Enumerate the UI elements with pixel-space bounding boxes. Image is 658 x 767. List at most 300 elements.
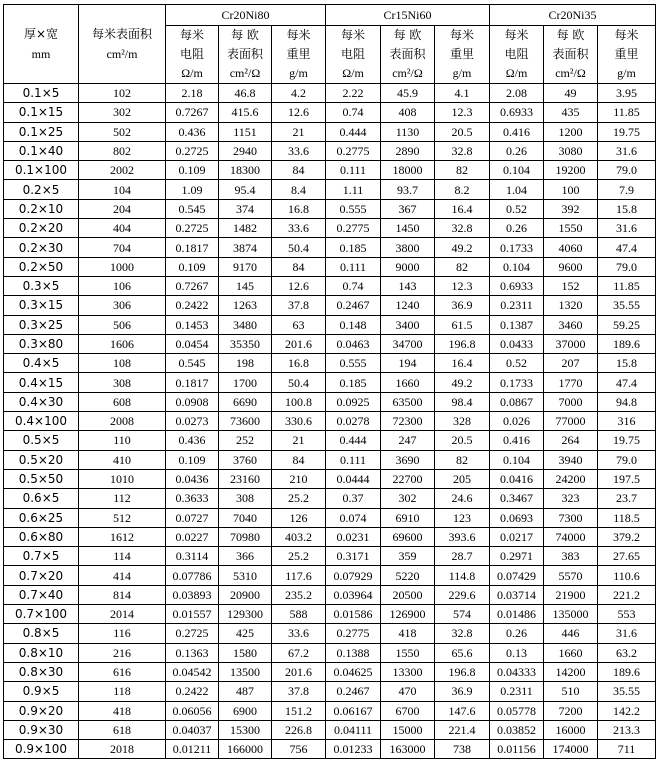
cell-cr15ni60-resistance: 0.0231	[326, 527, 381, 546]
cell-cr20ni80-surface: 1700	[219, 373, 272, 392]
cell-cr15ni60-surface: 69600	[381, 527, 435, 546]
cell-cr15ni60-resistance: 0.0925	[326, 392, 381, 411]
cell-area: 506	[79, 315, 166, 334]
cell-cr20ni35-resistance: 0.416	[490, 431, 544, 450]
cell-cr20ni80-resistance: 0.436	[166, 122, 219, 141]
cell-cr15ni60-surface: 194	[381, 354, 435, 373]
table-row	[4, 643, 656, 662]
cell-cr20ni80-resistance: 0.545	[166, 199, 219, 218]
cell-cr20ni35-surface: 1320	[544, 296, 598, 315]
cell-cr20ni80-weight: 25.2	[272, 489, 326, 508]
subheader-surface	[219, 26, 272, 84]
subheader-label: 电阻	[504, 47, 529, 61]
cell-size: 0.3×80	[4, 334, 79, 353]
cell-cr20ni80-weight: 16.8	[272, 199, 326, 218]
group-header-cr20ni35: Cr20Ni35	[490, 5, 656, 26]
cell-size: 0.2×20	[4, 219, 79, 238]
cell-cr15ni60-weight: 16.4	[435, 354, 490, 373]
cell-cr20ni35-resistance: 0.6933	[490, 103, 544, 122]
cell-cr20ni35-surface: 446	[544, 624, 598, 643]
cell-size: 0.6×25	[4, 508, 79, 527]
subheader-label: 每米	[504, 28, 529, 42]
cell-size: 0.1×100	[4, 161, 79, 180]
cell-cr15ni60-resistance: 0.2775	[326, 624, 381, 643]
cell-size: 0.3×5	[4, 276, 79, 295]
cell-cr15ni60-surface: 163000	[381, 740, 435, 759]
cell-cr20ni35-weight: 79.0	[598, 257, 656, 276]
cell-cr20ni80-weight: 151.2	[272, 701, 326, 720]
cell-cr20ni80-weight: 201.6	[272, 662, 326, 681]
cell-cr15ni60-resistance: 0.148	[326, 315, 381, 334]
cell-cr15ni60-weight: 123	[435, 508, 490, 527]
cell-cr20ni35-surface: 1200	[544, 122, 598, 141]
cell-size: 0.4×5	[4, 354, 79, 373]
cell-cr20ni80-surface: 73600	[219, 412, 272, 431]
cell-cr20ni35-weight: 27.65	[598, 547, 656, 566]
table-row	[4, 412, 656, 431]
cell-cr15ni60-weight: 147.6	[435, 701, 490, 720]
cell-cr15ni60-resistance: 0.111	[326, 257, 381, 276]
cell-cr20ni80-resistance: 0.03893	[166, 585, 219, 604]
cell-size: 0.9×5	[4, 682, 79, 701]
cell-cr20ni80-surface: 20900	[219, 585, 272, 604]
cell-cr20ni35-surface: 37000	[544, 334, 598, 353]
cell-cr15ni60-surface: 3800	[381, 238, 435, 257]
cell-cr20ni80-weight: 12.6	[272, 276, 326, 295]
cell-cr20ni80-resistance: 1.09	[166, 180, 219, 199]
cell-cr20ni35-resistance: 0.26	[490, 141, 544, 160]
cell-size: 0.9×100	[4, 740, 79, 759]
cell-cr20ni80-resistance: 0.436	[166, 431, 219, 450]
cell-area: 404	[79, 219, 166, 238]
cell-cr20ni80-surface: 13500	[219, 662, 272, 681]
cell-cr20ni80-weight: 588	[272, 605, 326, 624]
table-row	[4, 605, 656, 624]
cell-cr20ni35-weight: 221.2	[598, 585, 656, 604]
cell-cr20ni35-surface: 207	[544, 354, 598, 373]
cell-size: 0.3×15	[4, 296, 79, 315]
cell-cr15ni60-weight: 28.7	[435, 547, 490, 566]
cell-cr20ni80-resistance: 0.2422	[166, 296, 219, 315]
cell-cr15ni60-weight: 36.9	[435, 296, 490, 315]
cell-cr20ni35-resistance: 0.0416	[490, 469, 544, 488]
cell-cr20ni80-surface: 198	[219, 354, 272, 373]
cell-cr20ni80-resistance: 0.04037	[166, 720, 219, 739]
cell-cr20ni80-surface: 3874	[219, 238, 272, 257]
cell-cr15ni60-weight: 82	[435, 257, 490, 276]
cell-area: 2002	[79, 161, 166, 180]
cell-cr20ni35-resistance: 0.52	[490, 199, 544, 218]
cell-cr15ni60-weight: 49.2	[435, 373, 490, 392]
cell-cr20ni35-surface: 1660	[544, 643, 598, 662]
cell-cr20ni35-resistance: 0.6933	[490, 276, 544, 295]
cell-cr20ni80-surface: 252	[219, 431, 272, 450]
cell-cr20ni35-resistance: 0.0217	[490, 527, 544, 546]
cell-cr20ni35-resistance: 0.2971	[490, 547, 544, 566]
cell-cr20ni80-weight: 16.8	[272, 354, 326, 373]
cell-cr20ni80-weight: 4.2	[272, 84, 326, 103]
cell-area: 112	[79, 489, 166, 508]
cell-cr20ni80-weight: 126	[272, 508, 326, 527]
cell-cr15ni60-resistance: 0.03964	[326, 585, 381, 604]
cell-size: 0.4×30	[4, 392, 79, 411]
cell-cr20ni80-resistance: 0.1363	[166, 643, 219, 662]
cell-cr15ni60-resistance: 0.1388	[326, 643, 381, 662]
cell-cr20ni80-weight: 226.8	[272, 720, 326, 739]
cell-area: 1000	[79, 257, 166, 276]
cell-cr15ni60-surface: 5220	[381, 566, 435, 585]
cell-area: 114	[79, 547, 166, 566]
cell-cr20ni80-resistance: 0.0436	[166, 469, 219, 488]
cell-cr20ni35-surface: 5570	[544, 566, 598, 585]
cell-cr20ni35-weight: 7.9	[598, 180, 656, 199]
cell-cr15ni60-resistance: 0.185	[326, 373, 381, 392]
cell-cr20ni35-surface: 4060	[544, 238, 598, 257]
cell-cr20ni35-weight: 379.2	[598, 527, 656, 546]
cell-cr20ni35-resistance: 0.3467	[490, 489, 544, 508]
cell-cr20ni80-resistance: 0.3114	[166, 547, 219, 566]
cell-size: 0.4×100	[4, 412, 79, 431]
subheader-label: 电阻	[179, 47, 204, 61]
cell-cr20ni35-surface: 3460	[544, 315, 598, 334]
cell-size: 0.1×25	[4, 122, 79, 141]
cell-cr20ni80-resistance: 0.2725	[166, 624, 219, 643]
cell-area: 116	[79, 624, 166, 643]
cell-cr15ni60-surface: 1550	[381, 643, 435, 662]
cell-cr20ni80-surface: 425	[219, 624, 272, 643]
cell-cr15ni60-resistance: 0.2467	[326, 682, 381, 701]
cell-cr15ni60-resistance: 0.07929	[326, 566, 381, 585]
cell-size: 0.5×5	[4, 431, 79, 450]
header-size	[4, 5, 79, 84]
table-row	[4, 624, 656, 643]
cell-cr20ni35-weight: 23.7	[598, 489, 656, 508]
cell-cr15ni60-surface: 13300	[381, 662, 435, 681]
cell-cr20ni80-surface: 1580	[219, 643, 272, 662]
group-header-cr20ni80: Cr20Ni80	[166, 5, 326, 26]
cell-area: 418	[79, 701, 166, 720]
cell-cr20ni80-weight: 330.6	[272, 412, 326, 431]
cell-cr15ni60-resistance: 0.111	[326, 450, 381, 469]
cell-cr20ni35-surface: 24200	[544, 469, 598, 488]
cell-cr20ni80-weight: 37.8	[272, 682, 326, 701]
cell-cr20ni80-surface: 415.6	[219, 103, 272, 122]
cell-cr15ni60-resistance: 0.0278	[326, 412, 381, 431]
cell-cr20ni80-surface: 18300	[219, 161, 272, 180]
resistance-wire-spec-table	[3, 4, 656, 759]
cell-cr15ni60-weight: 82	[435, 450, 490, 469]
cell-size: 0.4×15	[4, 373, 79, 392]
cell-cr15ni60-surface: 20500	[381, 585, 435, 604]
cell-cr20ni35-weight: 15.8	[598, 354, 656, 373]
table-row	[4, 257, 656, 276]
subheader-unit: cm²/Ω	[229, 66, 261, 80]
table-row	[4, 740, 656, 759]
table-header	[4, 5, 656, 84]
cell-cr20ni80-weight: 117.6	[272, 566, 326, 585]
cell-cr20ni80-resistance: 0.0454	[166, 334, 219, 353]
cell-size: 0.1×5	[4, 84, 79, 103]
table-row	[4, 527, 656, 546]
cell-cr20ni80-surface: 308	[219, 489, 272, 508]
cell-cr20ni35-resistance: 0.13	[490, 643, 544, 662]
subheader-resistance	[490, 26, 544, 84]
cell-cr20ni35-weight: 94.8	[598, 392, 656, 411]
cell-size: 0.8×10	[4, 643, 79, 662]
subheader-label: 每米	[340, 28, 365, 42]
cell-cr15ni60-weight: 32.8	[435, 141, 490, 160]
subheader-label: 每米	[449, 28, 474, 42]
table-row	[4, 682, 656, 701]
cell-area: 502	[79, 122, 166, 141]
table-row	[4, 469, 656, 488]
table-row	[4, 566, 656, 585]
header-size-unit: mm	[31, 47, 51, 61]
cell-cr20ni80-resistance: 0.109	[166, 450, 219, 469]
cell-cr20ni80-surface: 6900	[219, 701, 272, 720]
cell-cr20ni80-resistance: 2.18	[166, 84, 219, 103]
cell-cr20ni35-resistance: 0.07429	[490, 566, 544, 585]
cell-cr15ni60-surface: 9000	[381, 257, 435, 276]
cell-cr20ni80-weight: 50.4	[272, 373, 326, 392]
cell-cr15ni60-surface: 6910	[381, 508, 435, 527]
cell-cr15ni60-weight: 82	[435, 161, 490, 180]
cell-cr20ni80-weight: 84	[272, 257, 326, 276]
cell-cr20ni35-resistance: 0.0693	[490, 508, 544, 527]
cell-cr15ni60-resistance: 0.37	[326, 489, 381, 508]
cell-cr15ni60-weight: 32.8	[435, 624, 490, 643]
cell-cr20ni80-surface: 1482	[219, 219, 272, 238]
cell-cr15ni60-surface: 1240	[381, 296, 435, 315]
cell-cr20ni35-resistance: 0.416	[490, 122, 544, 141]
subheader-weight	[435, 26, 490, 84]
header-area	[79, 5, 166, 84]
cell-cr15ni60-resistance: 0.04111	[326, 720, 381, 739]
cell-cr15ni60-resistance: 0.01586	[326, 605, 381, 624]
cell-cr20ni35-resistance: 0.104	[490, 257, 544, 276]
cell-area: 2008	[79, 412, 166, 431]
table-row	[4, 354, 656, 373]
cell-cr20ni80-surface: 5310	[219, 566, 272, 585]
subheader-label: 重里	[614, 47, 639, 61]
cell-cr20ni35-resistance: 0.01156	[490, 740, 544, 759]
cell-cr20ni80-surface: 3760	[219, 450, 272, 469]
table-row	[4, 662, 656, 681]
subheader-label: 表面积	[226, 47, 263, 61]
cell-cr20ni35-weight: 110.6	[598, 566, 656, 585]
subheader-resistance	[326, 26, 381, 84]
cell-cr20ni80-surface: 487	[219, 682, 272, 701]
cell-size: 0.6×80	[4, 527, 79, 546]
cell-cr20ni35-weight: 11.85	[598, 276, 656, 295]
group-header-cr15ni60: Cr15Ni60	[326, 5, 490, 26]
cell-cr20ni80-surface: 129300	[219, 605, 272, 624]
table-row	[4, 141, 656, 160]
cell-cr20ni35-resistance: 1.04	[490, 180, 544, 199]
cell-cr15ni60-resistance: 0.06167	[326, 701, 381, 720]
cell-cr20ni35-surface: 174000	[544, 740, 598, 759]
cell-cr20ni35-surface: 3080	[544, 141, 598, 160]
cell-cr20ni35-weight: 47.4	[598, 373, 656, 392]
cell-area: 308	[79, 373, 166, 392]
cell-cr20ni80-weight: 201.6	[272, 334, 326, 353]
subheader-weight	[272, 26, 326, 84]
cell-cr15ni60-surface: 2890	[381, 141, 435, 160]
cell-cr15ni60-weight: 61.5	[435, 315, 490, 334]
subheader-label: 电阻	[340, 47, 365, 61]
cell-cr15ni60-weight: 393.6	[435, 527, 490, 546]
cell-cr20ni80-surface: 2940	[219, 141, 272, 160]
cell-size: 0.9×30	[4, 720, 79, 739]
cell-cr15ni60-resistance: 1.11	[326, 180, 381, 199]
cell-cr20ni80-surface: 6690	[219, 392, 272, 411]
subheader-label: 每米	[614, 28, 639, 42]
cell-cr20ni80-resistance: 0.01557	[166, 605, 219, 624]
cell-cr20ni80-surface: 46.8	[219, 84, 272, 103]
cell-cr15ni60-weight: 229.6	[435, 585, 490, 604]
cell-cr20ni80-surface: 35350	[219, 334, 272, 353]
subheader-resistance	[166, 26, 219, 84]
cell-area: 104	[79, 180, 166, 199]
cell-cr15ni60-weight: 738	[435, 740, 490, 759]
cell-cr20ni80-resistance: 0.0727	[166, 508, 219, 527]
table-row	[4, 84, 656, 103]
cell-cr20ni80-surface: 3480	[219, 315, 272, 334]
table-row	[4, 701, 656, 720]
table-row	[4, 276, 656, 295]
cell-size: 0.1×15	[4, 103, 79, 122]
cell-cr20ni35-surface: 392	[544, 199, 598, 218]
cell-cr20ni80-resistance: 0.0908	[166, 392, 219, 411]
cell-cr15ni60-weight: 328	[435, 412, 490, 431]
cell-cr20ni80-weight: 84	[272, 161, 326, 180]
cell-cr20ni80-surface: 95.4	[219, 180, 272, 199]
cell-cr20ni35-weight: 316	[598, 412, 656, 431]
cell-cr20ni35-resistance: 0.26	[490, 219, 544, 238]
table-row	[4, 122, 656, 141]
cell-cr15ni60-resistance: 0.0463	[326, 334, 381, 353]
table-row	[4, 585, 656, 604]
table-row	[4, 431, 656, 450]
cell-cr20ni80-surface: 374	[219, 199, 272, 218]
cell-cr15ni60-weight: 12.3	[435, 103, 490, 122]
cell-cr15ni60-weight: 16.4	[435, 199, 490, 218]
cell-cr20ni80-weight: 84	[272, 450, 326, 469]
cell-cr20ni35-resistance: 0.2311	[490, 296, 544, 315]
cell-cr15ni60-surface: 22700	[381, 469, 435, 488]
cell-cr20ni35-weight: 189.6	[598, 662, 656, 681]
cell-cr15ni60-weight: 574	[435, 605, 490, 624]
cell-cr20ni80-resistance: 0.1817	[166, 238, 219, 257]
subheader-unit: Ω/m	[181, 66, 203, 80]
subheader-label: 重里	[449, 47, 474, 61]
cell-area: 204	[79, 199, 166, 218]
cell-size: 0.2×30	[4, 238, 79, 257]
cell-cr20ni35-weight: 189.6	[598, 334, 656, 353]
cell-area: 108	[79, 354, 166, 373]
cell-cr20ni80-resistance: 0.0227	[166, 527, 219, 546]
subheader-label: 每 欧	[393, 28, 422, 42]
cell-area: 608	[79, 392, 166, 411]
cell-cr15ni60-surface: 18000	[381, 161, 435, 180]
cell-cr20ni35-surface: 1770	[544, 373, 598, 392]
subheader-surface	[381, 26, 435, 84]
table-row	[4, 296, 656, 315]
cell-cr20ni80-weight: 235.2	[272, 585, 326, 604]
subheader-unit: g/m	[289, 66, 308, 80]
cell-cr20ni35-surface: 74000	[544, 527, 598, 546]
cell-cr20ni35-surface: 19200	[544, 161, 598, 180]
table-row	[4, 334, 656, 353]
cell-size: 0.6×5	[4, 489, 79, 508]
cell-size: 0.7×20	[4, 566, 79, 585]
cell-cr20ni80-resistance: 0.01211	[166, 740, 219, 759]
cell-cr15ni60-resistance: 0.2775	[326, 219, 381, 238]
cell-cr15ni60-weight: 98.4	[435, 392, 490, 411]
cell-cr15ni60-resistance: 0.74	[326, 103, 381, 122]
cell-size: 0.7×5	[4, 547, 79, 566]
cell-area: 1606	[79, 334, 166, 353]
cell-cr15ni60-weight: 8.2	[435, 180, 490, 199]
cell-cr20ni35-surface: 152	[544, 276, 598, 295]
cell-cr15ni60-surface: 3400	[381, 315, 435, 334]
subheader-label: 每 欧	[231, 28, 259, 42]
cell-cr20ni35-resistance: 0.1733	[490, 238, 544, 257]
subheader-label: 表面积	[552, 47, 589, 61]
cell-cr20ni35-weight: 711	[598, 740, 656, 759]
cell-cr20ni35-surface: 7000	[544, 392, 598, 411]
cell-cr20ni80-resistance: 0.109	[166, 161, 219, 180]
cell-cr20ni80-weight: 21	[272, 431, 326, 450]
subheader-label: 每米	[286, 28, 311, 42]
cell-cr15ni60-weight: 12.3	[435, 276, 490, 295]
cell-cr20ni80-resistance: 0.06056	[166, 701, 219, 720]
table-row	[4, 508, 656, 527]
cell-cr15ni60-surface: 359	[381, 547, 435, 566]
cell-cr15ni60-surface: 408	[381, 103, 435, 122]
cell-cr15ni60-surface: 1450	[381, 219, 435, 238]
cell-cr20ni35-weight: 19.75	[598, 122, 656, 141]
cell-cr20ni35-weight: 3.95	[598, 84, 656, 103]
cell-cr20ni35-surface: 264	[544, 431, 598, 450]
cell-cr15ni60-weight: 65.6	[435, 643, 490, 662]
cell-cr15ni60-resistance: 0.555	[326, 199, 381, 218]
cell-area: 814	[79, 585, 166, 604]
cell-cr20ni80-weight: 33.6	[272, 219, 326, 238]
cell-cr20ni35-surface: 9600	[544, 257, 598, 276]
cell-cr15ni60-resistance: 2.22	[326, 84, 381, 103]
cell-cr15ni60-weight: 49.2	[435, 238, 490, 257]
cell-cr20ni80-surface: 366	[219, 547, 272, 566]
cell-cr20ni35-surface: 16000	[544, 720, 598, 739]
cell-cr20ni80-resistance: 0.2725	[166, 141, 219, 160]
subheader-unit: cm²/Ω	[555, 66, 586, 80]
cell-cr20ni35-surface: 3940	[544, 450, 598, 469]
cell-cr15ni60-weight: 196.8	[435, 662, 490, 681]
cell-cr20ni35-resistance: 2.08	[490, 84, 544, 103]
cell-cr15ni60-surface: 93.7	[381, 180, 435, 199]
cell-cr20ni35-weight: 553	[598, 605, 656, 624]
cell-cr15ni60-weight: 20.5	[435, 431, 490, 450]
cell-cr20ni80-surface: 1151	[219, 122, 272, 141]
cell-cr20ni35-resistance: 0.1733	[490, 373, 544, 392]
cell-size: 0.2×50	[4, 257, 79, 276]
cell-cr20ni80-resistance: 0.109	[166, 257, 219, 276]
cell-cr15ni60-surface: 302	[381, 489, 435, 508]
cell-cr20ni35-weight: 79.0	[598, 161, 656, 180]
cell-cr20ni80-weight: 37.8	[272, 296, 326, 315]
cell-cr20ni35-resistance: 0.2311	[490, 682, 544, 701]
